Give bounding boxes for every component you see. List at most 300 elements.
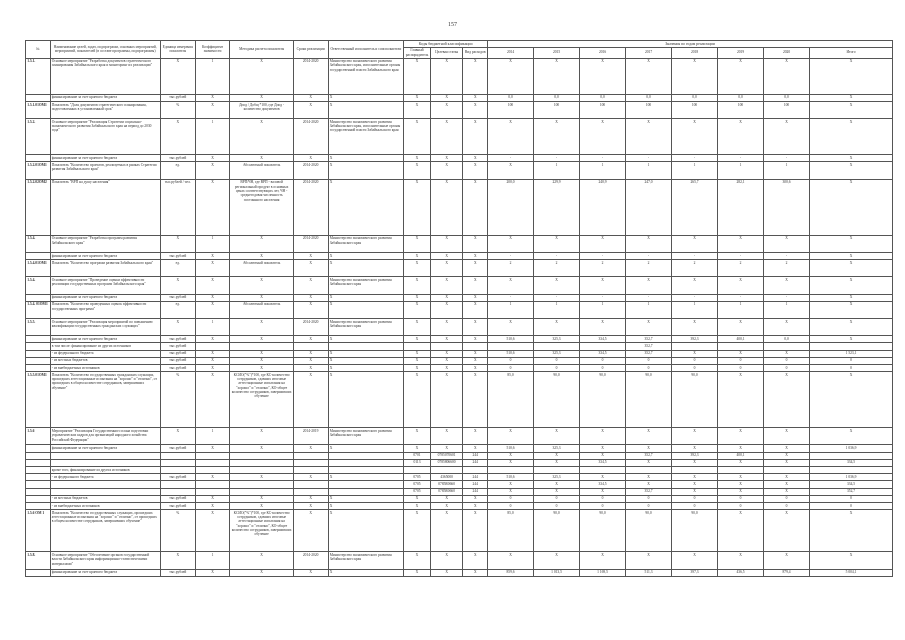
- row-unit: ед.: [160, 301, 195, 318]
- row-unit: %: [160, 101, 195, 118]
- row-method: X: [230, 119, 293, 155]
- row-method: ВРП/ЧН, где ВРП - валовой региональный продукт в основных ценах соответствующих лет, ЧН - среднегодовая численность постоянного населения: [230, 179, 293, 235]
- row-coef: 1: [195, 235, 230, 252]
- row-responsible: Министерство экономического развития Забайкальского края: [328, 318, 404, 335]
- row-code: 1.5.2.02ОМ2: [26, 179, 51, 235]
- row-method: X: [230, 495, 293, 502]
- row-name: [50, 488, 160, 495]
- row-code: [26, 569, 51, 576]
- row-budget-code: X: [463, 350, 488, 357]
- row-budget-code: [430, 343, 463, 350]
- row-method: X: [230, 253, 293, 260]
- row-year-value: X: [764, 459, 810, 466]
- row-method: Абсолютный показатель: [230, 260, 293, 277]
- table-row: [26, 253, 893, 260]
- row-year-value: 0,0: [672, 94, 718, 101]
- row-name: Показатель "Доля документов стратегического планирования, подготовленных в установленный срок": [50, 101, 160, 118]
- row-year-value: 0,0: [580, 94, 626, 101]
- row-year-value: X: [488, 162, 534, 179]
- row-method: X: [230, 552, 293, 569]
- row-year-value: -: [580, 294, 626, 301]
- row-year-value: 100: [626, 101, 672, 118]
- row-budget-code: X: [430, 510, 463, 552]
- row-coef: X: [195, 336, 230, 343]
- row-unit: ед.: [160, 260, 195, 277]
- row-year-value: 859,6: [488, 569, 534, 576]
- row-total: 1 036,9: [810, 474, 893, 481]
- row-budget-code: X: [430, 277, 463, 294]
- row-responsible: X: [328, 474, 404, 481]
- col-responsible-header: Ответственный исполнитель и соисполнители: [328, 41, 404, 59]
- row-responsible: [328, 488, 404, 495]
- row-year-value: 0,0: [718, 94, 764, 101]
- row-year-value: 85,0: [488, 372, 534, 428]
- row-year-value: X: [672, 488, 718, 495]
- row-unit: тыс.рублей: [160, 502, 195, 509]
- row-budget-code: X: [463, 277, 488, 294]
- row-total: [810, 452, 893, 459]
- row-year-value: 90,0: [534, 510, 580, 552]
- row-year-value: X: [672, 445, 718, 452]
- table-row: [26, 510, 893, 552]
- row-period: 2014-2020: [293, 119, 328, 155]
- row-year-value: -: [672, 253, 718, 260]
- row-total: 0: [810, 364, 893, 371]
- row-year-value: 1: [764, 162, 810, 179]
- row-year-value: [534, 467, 580, 474]
- row-total: X: [810, 552, 893, 569]
- row-year-value: -: [580, 155, 626, 162]
- row-year-value: 240,9: [580, 179, 626, 235]
- row-period: 2014-2020: [293, 179, 328, 235]
- row-method: X: [230, 235, 293, 252]
- table-row: [26, 162, 893, 179]
- row-coef: X: [195, 364, 230, 371]
- table-row: [26, 343, 893, 350]
- row-unit: X: [160, 277, 195, 294]
- row-year-value: X: [534, 277, 580, 294]
- row-name: Показатель "Количество государственных служащих, прошедших аттестационные испытания на "хорошо" и "отлично", от прошедших в общем количестве сотрудников, завершивших обучение": [50, 510, 160, 552]
- row-year-value: X: [488, 58, 534, 94]
- row-name: - из местных бюджетов: [50, 357, 160, 364]
- row-budget-code: X: [404, 569, 431, 576]
- row-name: [50, 459, 160, 466]
- row-unit: X: [160, 552, 195, 569]
- row-year-value: 2: [672, 260, 718, 277]
- row-method: X: [230, 474, 293, 481]
- row-budget-code: X: [404, 364, 431, 371]
- row-code: [26, 481, 51, 488]
- row-year-value: 1: [718, 301, 764, 318]
- row-year-value: -: [764, 253, 810, 260]
- row-year-value: -: [488, 294, 534, 301]
- row-method: X: [230, 445, 293, 452]
- table-row: [26, 155, 893, 162]
- row-budget-code: 0785070601: [430, 452, 463, 459]
- table-row: [26, 350, 893, 357]
- row-budget-code: 0785R0660: [430, 488, 463, 495]
- row-year-value: X: [764, 235, 810, 252]
- row-budget-code: X: [404, 101, 431, 118]
- col-unit-header: Единица измерения показателя: [160, 41, 195, 59]
- row-responsible: X: [328, 179, 404, 235]
- row-year-value: X: [626, 58, 672, 94]
- row-year-value: 0: [580, 364, 626, 371]
- row-responsible: X: [328, 301, 404, 318]
- row-method: X: [230, 350, 293, 357]
- row-year-value: X: [718, 474, 764, 481]
- table-row: [26, 318, 893, 335]
- row-unit: тыс.рублей: [160, 569, 195, 576]
- row-year-value: 2: [718, 260, 764, 277]
- row-budget-code: X: [404, 94, 431, 101]
- row-year-value: 1 013,5: [534, 569, 580, 576]
- col-year-header: 2014: [488, 47, 534, 58]
- row-method: [230, 481, 293, 488]
- row-code: [26, 155, 51, 162]
- row-code: [26, 452, 51, 459]
- row-budget-code: X: [404, 336, 431, 343]
- col-name-header: Наименование целей, задач, подпрограмм, основных мероприятий, мероприятий, показателей (в составе программы, подпрограммы): [50, 41, 160, 59]
- row-year-value: 0: [718, 357, 764, 364]
- row-year-value: X: [488, 318, 534, 335]
- row-total: 0: [810, 502, 893, 509]
- row-period: X: [293, 294, 328, 301]
- row-budget-code: X: [463, 372, 488, 428]
- row-total: X: [810, 162, 893, 179]
- row-budget-code: X: [463, 58, 488, 94]
- row-year-value: 510,6: [488, 474, 534, 481]
- row-method: X: [230, 502, 293, 509]
- row-period: X: [293, 155, 328, 162]
- row-year-value: 100: [764, 101, 810, 118]
- row-year-value: 0: [580, 502, 626, 509]
- row-period: X: [293, 336, 328, 343]
- table-body: [26, 58, 893, 576]
- row-year-value: 0: [672, 502, 718, 509]
- row-year-value: [718, 467, 764, 474]
- row-year-value: X: [764, 481, 810, 488]
- row-year-value: 510,6: [488, 336, 534, 343]
- row-year-value: X: [488, 277, 534, 294]
- row-period: [293, 481, 328, 488]
- row-coef: X: [195, 495, 230, 502]
- row-year-value: -: [764, 294, 810, 301]
- row-total: 334,5: [810, 481, 893, 488]
- row-year-value: 0: [626, 357, 672, 364]
- row-code: 1.5.1.: [26, 58, 51, 94]
- row-coef: 1: [195, 318, 230, 335]
- table-row: [26, 94, 893, 101]
- row-year-value: [764, 467, 810, 474]
- row-budget-code: X: [463, 162, 488, 179]
- row-year-value: 0,0: [534, 94, 580, 101]
- row-name: в том числе: финансирование из других источников: [50, 343, 160, 350]
- row-period: X: [293, 372, 328, 428]
- row-year-value: 0: [488, 502, 534, 509]
- row-code: [26, 94, 51, 101]
- row-budget-code: X: [404, 495, 431, 502]
- row-year-value: 352,7: [626, 488, 672, 495]
- row-year-value: 0: [534, 357, 580, 364]
- row-year-value: X: [626, 428, 672, 445]
- row-year-value: -: [672, 155, 718, 162]
- row-year-value: -: [580, 253, 626, 260]
- row-responsible: X: [328, 294, 404, 301]
- row-year-value: 392,3: [672, 336, 718, 343]
- row-budget-code: X: [430, 428, 463, 445]
- row-name: Основное мероприятие "Обеспечение органов государственной власти Забайкальского края информационно-статистическими материалами": [50, 552, 160, 569]
- row-year-value: X: [764, 452, 810, 459]
- row-coef: X: [195, 445, 230, 452]
- row-code: 1.5.2.01ОМ1: [26, 162, 51, 179]
- budget-codes-header: Коды бюджетной классификации: [404, 41, 488, 48]
- row-budget-code: X: [430, 569, 463, 576]
- row-period: 2014-2020: [293, 235, 328, 252]
- row-budget-code: X: [463, 235, 488, 252]
- row-year-value: -: [534, 294, 580, 301]
- row-year-value: X: [626, 235, 672, 252]
- row-budget-code: X: [430, 119, 463, 155]
- row-code: 1.5.2.: [26, 119, 51, 155]
- row-unit: [160, 459, 195, 466]
- row-total: X: [810, 294, 893, 301]
- row-year-value: X: [764, 474, 810, 481]
- row-budget-code: X: [430, 162, 463, 179]
- row-year-value: X: [626, 481, 672, 488]
- program-table: [25, 40, 893, 577]
- row-budget-code: X: [430, 364, 463, 371]
- row-total: 5 004,1: [810, 569, 893, 576]
- col-coef-header: Коэффициент значимости: [195, 41, 230, 59]
- row-name: [50, 452, 160, 459]
- row-period: X: [293, 445, 328, 452]
- row-year-value: X: [626, 119, 672, 155]
- table-header: [26, 41, 893, 59]
- row-year-value: X: [626, 459, 672, 466]
- row-budget-code: X: [430, 253, 463, 260]
- row-budget-code: 0785R0660: [430, 481, 463, 488]
- row-year-value: [580, 343, 626, 350]
- row-year-value: 352,7: [626, 350, 672, 357]
- row-year-value: X: [534, 488, 580, 495]
- row-unit: [160, 488, 195, 495]
- row-responsible: [328, 481, 404, 488]
- col-year-header: 2017: [626, 47, 672, 58]
- row-code: 1.5.1.01ОМ1: [26, 101, 51, 118]
- row-period: X: [293, 101, 328, 118]
- row-total: X: [810, 260, 893, 277]
- row-year-value: 0: [626, 364, 672, 371]
- row-method: X: [230, 318, 293, 335]
- row-coef: X: [195, 155, 230, 162]
- row-period: X: [293, 495, 328, 502]
- row-method: [230, 488, 293, 495]
- row-budget-code: X: [404, 552, 431, 569]
- row-name: - из федерального бюджета: [50, 474, 160, 481]
- table-row: [26, 428, 893, 445]
- row-year-value: 90,0: [626, 372, 672, 428]
- row-coef: [195, 488, 230, 495]
- row-budget-code: X: [404, 119, 431, 155]
- row-code: [26, 459, 51, 466]
- row-unit: %: [160, 372, 195, 428]
- row-total: X: [810, 277, 893, 294]
- row-budget-code: X: [404, 260, 431, 277]
- row-year-value: 1: [580, 301, 626, 318]
- row-year-value: -: [672, 294, 718, 301]
- row-period: [293, 343, 328, 350]
- row-budget-code: X: [404, 277, 431, 294]
- row-year-value: 100: [672, 101, 718, 118]
- row-code: 1.5.4.01ОМ1: [26, 260, 51, 277]
- row-responsible: X: [328, 350, 404, 357]
- row-responsible: X: [328, 101, 404, 118]
- row-year-value: 90,0: [534, 372, 580, 428]
- row-year-value: X: [534, 459, 580, 466]
- row-name: [50, 481, 160, 488]
- row-method: X: [230, 357, 293, 364]
- table-row: [26, 467, 893, 474]
- row-year-value: X: [764, 510, 810, 552]
- row-budget-code: 244: [463, 452, 488, 459]
- row-year-value: 1: [626, 162, 672, 179]
- row-year-value: 1: [718, 162, 764, 179]
- row-year-value: X: [718, 510, 764, 552]
- row-total: X: [810, 318, 893, 335]
- row-coef: X: [195, 260, 230, 277]
- row-year-value: 1: [672, 301, 718, 318]
- row-code: [26, 253, 51, 260]
- row-coef: [195, 481, 230, 488]
- row-budget-code: X: [404, 428, 431, 445]
- row-period: X: [293, 364, 328, 371]
- row-year-value: 1 169,5: [580, 569, 626, 576]
- row-budget-code: 0113: [404, 459, 431, 466]
- row-budget-code: X: [463, 294, 488, 301]
- row-name: финансирование за счет краевого бюджета: [50, 94, 160, 101]
- row-budget-code: X: [430, 372, 463, 428]
- row-year-value: X: [764, 277, 810, 294]
- row-year-value: 325,3: [534, 445, 580, 452]
- row-year-value: X: [672, 318, 718, 335]
- table-row: [26, 452, 893, 459]
- row-responsible: X: [328, 357, 404, 364]
- row-method: X: [230, 58, 293, 94]
- row-name: - из федерального бюджета: [50, 350, 160, 357]
- row-year-value: 510,6: [488, 445, 534, 452]
- row-unit: [160, 481, 195, 488]
- row-period: 2014-2020: [293, 552, 328, 569]
- row-budget-code: 4365000: [430, 474, 463, 481]
- row-unit: X: [160, 318, 195, 335]
- row-unit: тыс.рублей: [160, 343, 195, 350]
- row-budget-code: X: [404, 445, 431, 452]
- row-code: 1.5.5.01ОМ1: [26, 372, 51, 428]
- row-responsible: Министерство экономического развития Забайкальского края, исполнительные органы государственной власти Забайкальского края: [328, 58, 404, 94]
- row-year-value: 0,0: [488, 94, 534, 101]
- row-coef: X: [195, 253, 230, 260]
- row-code: [26, 336, 51, 343]
- row-year-value: X: [626, 445, 672, 452]
- row-budget-code: X: [463, 318, 488, 335]
- col-budget-header: Целевая статья: [430, 47, 463, 58]
- row-budget-code: X: [430, 445, 463, 452]
- row-year-value: X: [534, 552, 580, 569]
- row-coef: X: [195, 179, 230, 235]
- row-year-value: 1: [488, 301, 534, 318]
- table-row: [26, 179, 893, 235]
- row-code: [26, 350, 51, 357]
- row-name: финансирование за счет краевого бюджета: [50, 445, 160, 452]
- row-responsible: X: [328, 445, 404, 452]
- row-year-value: X: [764, 552, 810, 569]
- row-unit: [160, 467, 195, 474]
- row-coef: X: [195, 101, 230, 118]
- row-year-value: X: [718, 277, 764, 294]
- row-budget-code: X: [404, 294, 431, 301]
- row-year-value: X: [672, 235, 718, 252]
- row-method: X: [230, 364, 293, 371]
- row-year-value: X: [672, 119, 718, 155]
- row-budget-code: X: [463, 101, 488, 118]
- row-responsible: X: [328, 260, 404, 277]
- row-coef: [195, 452, 230, 459]
- row-budget-code: X: [404, 58, 431, 94]
- row-code: 1.5.8.: [26, 552, 51, 569]
- row-coef: [195, 459, 230, 466]
- row-coef: X: [195, 94, 230, 101]
- row-code: [26, 474, 51, 481]
- row-budget-code: X: [430, 350, 463, 357]
- row-budget-code: X: [463, 552, 488, 569]
- row-year-value: -: [534, 253, 580, 260]
- row-code: [26, 294, 51, 301]
- row-coef: X: [195, 162, 230, 179]
- col-num-header: №: [26, 41, 51, 59]
- row-name: финансирование за счет краевого бюджета: [50, 155, 160, 162]
- row-year-value: -: [764, 155, 810, 162]
- row-budget-code: X: [404, 155, 431, 162]
- table-row: [26, 445, 893, 452]
- row-year-value: X: [718, 488, 764, 495]
- row-budget-code: X: [430, 94, 463, 101]
- row-name: - из внебюджетных источников: [50, 502, 160, 509]
- col-budget-header: Вид расходов: [463, 47, 488, 58]
- row-year-value: X: [764, 428, 810, 445]
- row-budget-code: X: [430, 179, 463, 235]
- table-row: [26, 336, 893, 343]
- row-year-value: X: [764, 58, 810, 94]
- row-year-value: 90,0: [580, 372, 626, 428]
- row-year-value: X: [626, 552, 672, 569]
- row-year-value: 0: [672, 364, 718, 371]
- row-year-value: 0: [764, 357, 810, 364]
- row-year-value: X: [580, 277, 626, 294]
- row-period: 2014-2020: [293, 162, 328, 179]
- table-row: [26, 372, 893, 428]
- row-year-value: 265,7: [672, 179, 718, 235]
- row-code: 1.5.6 ОМ 1: [26, 510, 51, 552]
- table-row: [26, 552, 893, 569]
- row-budget-code: X: [430, 155, 463, 162]
- row-coef: X: [195, 372, 230, 428]
- row-year-value: X: [718, 552, 764, 569]
- row-method: Дпод / Добщ *100, где Дпод - количество документов: [230, 101, 293, 118]
- row-code: [26, 364, 51, 371]
- row-year-value: X: [764, 318, 810, 335]
- row-name: финансирование за счет краевого бюджета: [50, 336, 160, 343]
